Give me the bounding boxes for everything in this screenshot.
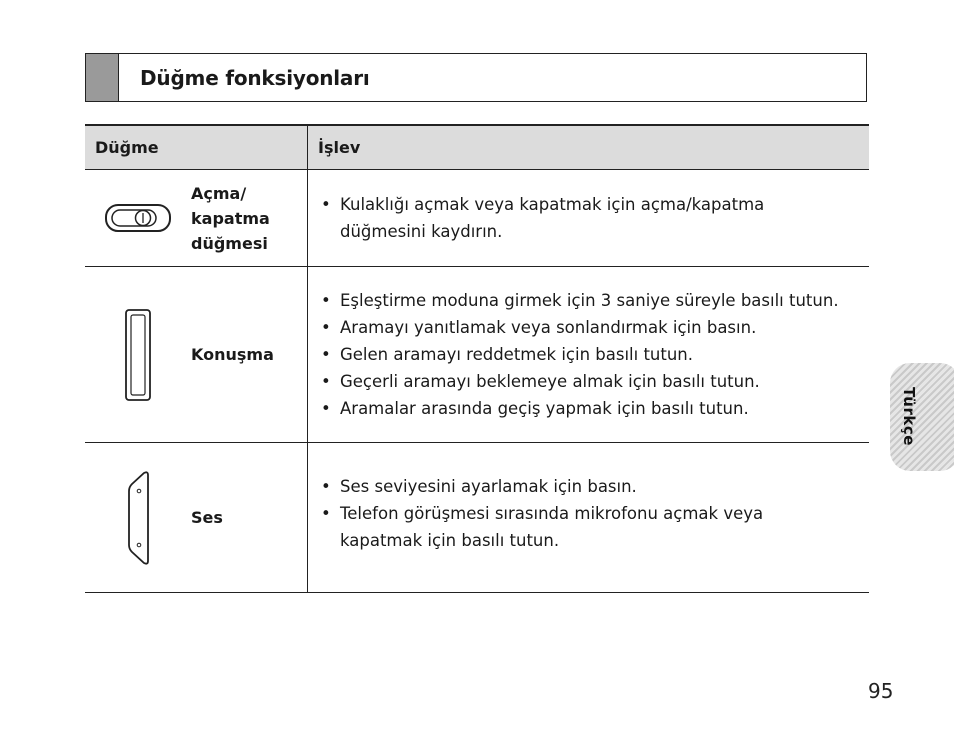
header-button: Düğme: [85, 125, 308, 170]
button-name: Ses: [191, 508, 223, 527]
button-name: Konuşma: [191, 345, 274, 364]
function-item: • Telefon görüşmesi sırasında mikrofonu açmak veya kapatmak için basılı tutun.: [318, 500, 839, 554]
table-row: [85, 443, 869, 593]
button-cell: [85, 170, 308, 267]
button-cell: [85, 443, 308, 593]
function-item: • Aramayı yanıtlamak veya sonlandırmak için basın.: [318, 314, 839, 341]
function-item: • Gelen aramayı reddetmek için basılı tutun.: [318, 341, 839, 368]
function-item: • Eşleştirme moduna girmek için 3 saniye süreyle basılı tutun.: [318, 287, 839, 314]
table-header-row: [85, 125, 869, 170]
function-list: [308, 473, 869, 554]
function-cell: [308, 267, 870, 443]
function-list: [308, 287, 869, 422]
volume-button-icon: [85, 470, 191, 566]
language-tab: [890, 363, 954, 471]
function-cell: [308, 443, 870, 593]
page-number: 95: [868, 679, 894, 703]
table-row: [85, 170, 869, 267]
button-function-table: [85, 124, 869, 593]
talk-button-icon: [85, 308, 191, 402]
button-name: Açma/ kapatma düğmesi: [191, 183, 270, 253]
function-item: • Kulaklığı açmak veya kapatmak için açma/kapatma düğmesini kaydırın.: [318, 191, 839, 245]
header-function: İşlev: [308, 125, 870, 170]
function-item: • Aramalar arasında geçiş yapmak için basılı tutun.: [318, 395, 839, 422]
function-list: [308, 191, 869, 245]
button-cell: [85, 267, 308, 443]
function-item: • Geçerli aramayı beklemeye almak için basılı tutun.: [318, 368, 839, 395]
power-switch-icon: [85, 203, 191, 233]
language-label: Türkçe: [900, 387, 918, 446]
function-item: • Ses seviyesini ayarlamak için basın.: [318, 473, 839, 500]
function-cell: [308, 170, 870, 267]
section-title: Düğme fonksiyonları: [140, 65, 370, 90]
section-marker: [86, 54, 119, 101]
table-row: [85, 267, 869, 443]
section-header: [85, 53, 867, 102]
